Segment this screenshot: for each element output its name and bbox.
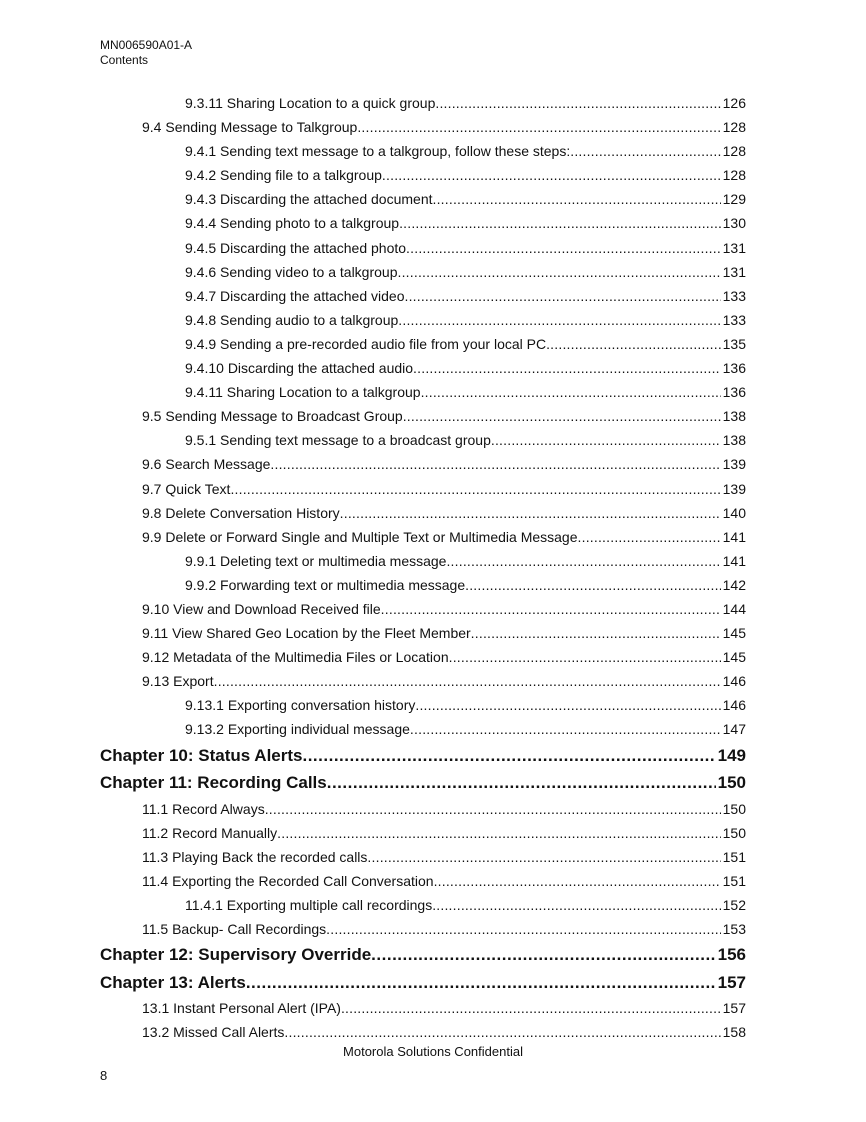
toc-entry[interactable] [100,821,746,845]
toc-entry-title: 9.9.2 Forwarding text or multimedia message [185,576,466,593]
toc-entry[interactable] [100,115,746,139]
toc-entry-title: 9.5 Sending Message to Broadcast Group [142,408,403,425]
toc-entry[interactable] [100,717,746,741]
toc-entry-page: 150 [722,824,746,841]
toc-entry-title: 9.9 Delete or Forward Single and Multiple Text or Multimedia Message [142,528,578,545]
toc-entry[interactable] [100,356,746,380]
toc-entry[interactable] [100,452,746,476]
toc-entry-page: 156 [717,945,746,965]
toc-entry-title: 9.4.11 Sharing Location to a talkgroup [185,384,421,401]
toc-entry-page: 150 [722,800,746,817]
toc-entry-title: Chapter 12: Supervisory Override [100,945,372,965]
dot-leader [406,236,721,260]
toc-entry[interactable] [100,797,746,821]
toc-entry-title: 9.4.6 Sending video to a talkgroup [185,263,398,280]
toc-entry-page: 136 [722,360,746,377]
dot-leader [284,1020,720,1044]
dot-leader [403,404,721,428]
toc-entry-page: 141 [722,528,746,545]
toc-entry-title: 9.3.11 Sharing Location to a quick group [185,95,436,111]
toc-entry-page: 142 [722,576,746,593]
toc-entry[interactable] [100,332,746,356]
dot-leader [433,187,721,211]
toc-chapter-entry[interactable] [100,969,746,997]
toc-entry-title: 9.4.8 Sending audio to a talkgroup [185,311,399,328]
toc-entry-title: 9.4 Sending Message to Talkgroup [142,119,358,136]
toc-entry[interactable] [100,845,746,869]
toc-entry-title: 9.10 View and Download Received file [142,600,381,617]
confidential-footer: Motorola Solutions Confidential [343,1044,523,1059]
toc-entry[interactable] [100,893,746,917]
toc-entry-page: 139 [722,480,746,497]
toc-entry-title: 9.13 Export [142,673,214,690]
dot-leader [399,211,721,235]
toc-entry-title: 9.4.2 Sending file to a talkgroup [185,167,382,184]
toc-entry-title: 9.13.1 Exporting conversation history [185,697,416,714]
toc-entry-title: 9.8 Delete Conversation History [142,504,340,521]
dot-leader [434,869,721,893]
toc-entry[interactable] [100,91,746,115]
toc-entry[interactable] [100,477,746,501]
toc-entry-title: 11.4.1 Exporting multiple call recordings [185,896,433,913]
toc-entry-title: 9.4.4 Sending photo to a talkgroup [185,215,400,232]
toc-entry-page: 133 [722,287,746,304]
toc-entry[interactable] [100,501,746,525]
toc-entry[interactable] [100,549,746,573]
dot-leader [270,452,720,476]
dot-leader [410,717,721,741]
dot-leader [214,669,721,693]
dot-leader [398,308,720,332]
toc-entry-page: 152 [722,896,746,913]
toc-entry-page: 128 [722,167,746,184]
toc-entry-page: 140 [722,504,746,521]
dot-leader [326,917,720,941]
toc-entry[interactable] [100,621,746,645]
toc-entry-title: 9.6 Search Message [142,456,271,473]
toc-entry-page: 157 [717,972,746,992]
toc-entry-page: 151 [722,872,746,889]
toc-entry-page: 133 [722,311,746,328]
toc-chapter-entry[interactable] [100,941,746,969]
toc-entry-title: 11.2 Record Manually [142,824,278,841]
toc-entry[interactable] [100,525,746,549]
toc-entry[interactable] [100,428,746,452]
toc-entry[interactable] [100,380,746,404]
toc-entry-title: 11.4 Exporting the Recorded Call Conversation [142,872,434,889]
toc-chapter-entry[interactable] [100,769,746,797]
dot-leader [432,893,720,917]
toc-entry[interactable] [100,187,746,211]
dot-leader [435,91,720,115]
toc-entry-title: 9.4.9 Sending a pre-recorded audio file from your local PC [185,335,547,352]
dot-leader [404,284,720,308]
toc-entry-page: 145 [722,625,746,642]
toc-entry-page: 135 [722,335,746,352]
dot-leader [381,597,721,621]
dot-leader [578,525,721,549]
toc-entry[interactable] [100,693,746,717]
dot-leader [302,742,715,770]
toc-entry-page: 150 [717,773,746,793]
toc-entry-page: 153 [722,921,746,937]
toc-entry-title: 11.5 Backup- Call Recordings [142,921,327,937]
toc-entry[interactable] [100,645,746,669]
toc-entry[interactable] [100,869,746,893]
toc-entry[interactable] [100,996,746,1020]
toc-entry-page: 157 [722,1000,746,1017]
toc-entry[interactable] [100,573,746,597]
section-label: Contents [100,53,149,67]
toc-entry[interactable] [100,211,746,235]
toc-entry-page: 128 [722,119,746,136]
toc-entry-title: 9.7 Quick Text [142,480,231,497]
dot-leader [446,549,720,573]
toc-entry-page: 146 [722,697,746,714]
toc-entry-page: 138 [722,408,746,425]
toc-entry-page: 144 [722,600,746,617]
toc-entry-page: 128 [722,143,746,160]
toc-entry[interactable] [100,1020,746,1044]
toc-entry[interactable] [100,917,746,941]
toc-chapter-entry[interactable] [100,742,746,770]
page-header [100,38,192,68]
toc-entry[interactable] [100,404,746,428]
toc-entry-page: 129 [722,191,746,208]
dot-leader [367,845,720,869]
toc-entry-page: 126 [722,95,746,111]
toc-entry[interactable] [100,308,746,332]
toc-entry-title: 9.12 Metadata of the Multimedia Files or Location [142,649,449,666]
document-id: MN006590A01-A [100,38,193,52]
toc-entry-title: 9.4.5 Discarding the attached photo [185,239,407,256]
toc-entry[interactable] [100,669,746,693]
dot-leader [327,769,716,797]
toc-entry-page: 138 [722,432,746,449]
toc-entry-title: Chapter 10: Status Alerts [100,745,303,765]
toc-entry-page: 147 [722,721,746,738]
toc-entry-title: 11.3 Playing Back the recorded calls [142,848,368,865]
toc-entry-page: 149 [717,745,746,765]
toc-entry[interactable] [100,597,746,621]
toc-entry-title: 9.4.7 Discarding the attached video [185,287,405,304]
dot-leader [340,501,721,525]
toc-entry-title: Chapter 11: Recording Calls [100,773,327,793]
dot-leader [415,693,720,717]
toc-entry-title: Chapter 13: Alerts [100,972,246,992]
dot-leader [265,797,721,821]
toc-entry[interactable] [100,139,746,163]
toc-entry-page: 145 [722,649,746,666]
toc-entry-title: 9.11 View Shared Geo Location by the Fleet Member [142,625,471,642]
dot-leader [357,115,720,139]
dot-leader [398,260,721,284]
dot-leader [371,941,715,969]
dot-leader [421,380,721,404]
dot-leader [491,428,721,452]
toc-entry-page: 131 [722,263,746,280]
toc-entry-title: 9.4.3 Discarding the attached document [185,191,433,208]
toc-entry-page: 141 [722,552,746,569]
dot-leader [570,139,720,163]
toc-entry-title: 9.9.1 Deleting text or multimedia message [185,552,447,569]
toc-entry-title: 9.13.2 Exporting individual message [185,721,410,738]
toc-entry[interactable] [100,260,746,284]
toc-entry[interactable] [100,236,746,260]
toc-entry-page: 131 [722,239,746,256]
dot-leader [413,356,721,380]
toc-entry-title: 9.4.1 Sending text message to a talkgroup, follow these steps: [185,143,571,160]
toc-entry-title: 9.5.1 Sending text message to a broadcast group [185,432,491,449]
toc-entry[interactable] [100,163,746,187]
toc-entry-page: 139 [722,456,746,473]
dot-leader [465,573,721,597]
toc-entry-page: 158 [722,1024,746,1041]
toc-entry-page: 146 [722,673,746,690]
toc-entry-page: 151 [722,848,746,865]
toc-entry-page: 136 [722,384,746,401]
toc-entry-title: 13.2 Missed Call Alerts [142,1024,285,1041]
dot-leader [546,332,721,356]
toc-entry-title: 9.4.10 Discarding the attached audio [185,360,414,377]
dot-leader [341,996,721,1020]
dot-leader [246,969,716,997]
toc-entry-title: 11.1 Record Always [142,800,265,817]
dot-leader [230,477,720,501]
toc-entry-title: 13.1 Instant Personal Alert (IPA) [142,1000,341,1017]
toc-entry[interactable] [100,284,746,308]
toc-entry-page: 130 [722,215,746,232]
dot-leader [277,821,720,845]
page-number: 8 [100,1068,108,1083]
dot-leader [471,621,721,645]
table-of-contents [100,91,746,1044]
dot-leader [382,163,721,187]
dot-leader [449,645,721,669]
